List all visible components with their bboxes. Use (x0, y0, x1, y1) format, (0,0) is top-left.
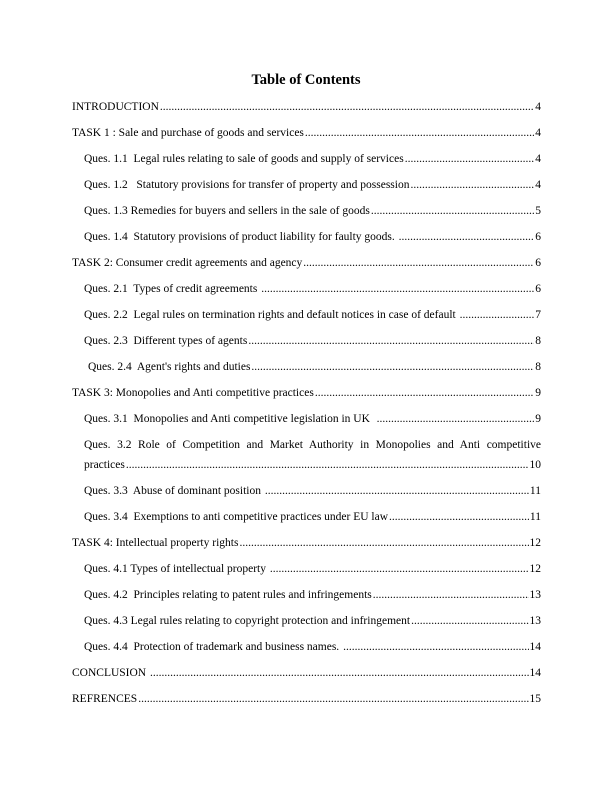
toc-dot-leader (460, 308, 535, 322)
toc-entry-introduction[interactable] (72, 100, 541, 126)
toc-dot-leader (261, 282, 534, 296)
toc-entry-page: 11 (529, 511, 541, 523)
toc-entry-task-2[interactable] (72, 256, 541, 282)
toc-dot-leader (303, 256, 534, 270)
toc-entry-ques-3-1[interactable] (72, 412, 541, 438)
toc-entry-page: 11 (529, 485, 541, 497)
toc-entry-ques-1-3[interactable] (72, 204, 541, 230)
toc-entry-page: 6 (535, 283, 541, 295)
toc-entry-page: 10 (529, 459, 541, 471)
toc-entry-task-4[interactable] (72, 536, 541, 562)
toc-entry-ques-1-1[interactable] (72, 152, 541, 178)
toc-entry-page: 8 (535, 361, 541, 373)
toc-entry-page: 4 (535, 179, 541, 191)
toc-entry-label: TASK 2: Consumer credit agreements and agency (72, 257, 303, 269)
toc-entry-page: 12 (529, 563, 541, 575)
toc-entry-ques-4-1[interactable] (72, 562, 541, 588)
toc-entry-ques-2-1[interactable] (72, 282, 541, 308)
toc-dot-leader (399, 230, 535, 244)
toc-entry-label: INTRODUCTION (72, 101, 159, 113)
toc-dot-leader (160, 100, 534, 114)
toc-entry-page: 4 (535, 153, 541, 165)
toc-dot-leader (248, 334, 534, 348)
toc-dot-leader (405, 152, 535, 166)
toc-entry-page: 15 (529, 693, 541, 705)
toc-entry-label: Ques. 3.4 Exemptions to anti competitive practices under EU law (84, 511, 389, 523)
toc-entry-label: Ques. 3.2 Role of Competition and Market Authority in Monopolies and Anti competitive (84, 439, 541, 451)
toc-entry-label: Ques. 4.3 Legal rules relating to copyright protection and infringement (84, 615, 411, 627)
toc-entry-ques-2-3[interactable] (72, 334, 541, 360)
toc-entry-label: TASK 3: Monopolies and Anti competitive practices (72, 387, 314, 399)
toc-list (72, 100, 541, 718)
toc-entry-references[interactable] (72, 692, 541, 718)
toc-dot-leader (270, 562, 529, 576)
toc-dot-leader (265, 484, 529, 498)
toc-entry-page: 4 (535, 101, 541, 113)
toc-dot-leader (373, 588, 529, 602)
toc-entry-label: Ques. 2.4 Agent's rights and duties (88, 361, 251, 373)
toc-entry-label: Ques. 4.4 Protection of trademark and business names. (84, 641, 343, 653)
toc-entry-label: Ques. 2.3 Different types of agents (84, 335, 248, 347)
toc-entry-ques-1-4[interactable] (72, 230, 541, 256)
toc-dot-leader (251, 360, 534, 374)
toc-entry-page: 6 (535, 231, 541, 243)
toc-dot-leader (411, 614, 528, 628)
toc-entry-page: 4 (535, 127, 541, 139)
toc-entry-ques-4-4[interactable] (72, 640, 541, 666)
toc-entry-task-3[interactable] (72, 386, 541, 412)
toc-entry-label: Ques. 1.4 Statutory provisions of product liability for faulty goods. (84, 231, 398, 243)
toc-entry-label: REFRENCES (72, 693, 138, 705)
toc-entry-page: 8 (535, 335, 541, 347)
toc-dot-leader (126, 458, 529, 472)
toc-entry-conclusion[interactable] (72, 666, 541, 692)
toc-entry-ques-2-2[interactable] (72, 308, 541, 334)
toc-dot-leader (150, 666, 529, 680)
toc-entry-label: TASK 1 : Sale and purchase of goods and services (72, 127, 304, 139)
toc-dot-leader (377, 412, 535, 426)
toc-entry-label: Ques. 4.2 Principles relating to patent rules and infringements (84, 589, 372, 601)
toc-entry-label: CONCLUSION (72, 667, 149, 679)
toc-entry-page: 14 (529, 641, 541, 653)
toc-entry-ques-4-2[interactable] (72, 588, 541, 614)
toc-entry-page: 7 (535, 309, 541, 321)
toc-title: Table of Contents (251, 72, 361, 88)
toc-entry-label: Ques. 2.1 Types of credit agreements (84, 283, 261, 295)
toc-entry-page: 5 (535, 205, 541, 217)
toc-dot-leader (371, 204, 534, 218)
toc-entry-continuation (84, 458, 541, 484)
toc-entry-label: Ques. 1.1 Legal rules relating to sale of goods and supply of services (84, 153, 404, 165)
toc-dot-leader (343, 640, 528, 654)
toc-entry-ques-3-2[interactable] (72, 438, 541, 484)
toc-entry-ques-2-4[interactable] (72, 360, 541, 386)
toc-entry-ques-4-3[interactable] (72, 614, 541, 640)
toc-dot-leader (305, 126, 534, 140)
toc-entry-page: 9 (535, 413, 541, 425)
toc-dot-leader (315, 386, 534, 400)
toc-entry-label: Ques. 1.3 Remedies for buyers and sellers in the sale of goods (84, 205, 370, 217)
toc-entry-page: 14 (529, 667, 541, 679)
toc-entry-page: 6 (535, 257, 541, 269)
toc-entry-label: Ques. 4.1 Types of intellectual property (84, 563, 269, 575)
toc-entry-label: Ques. 3.1 Monopolies and Anti competitive legislation in UK (84, 413, 376, 425)
toc-entry-ques-3-4[interactable] (72, 510, 541, 536)
toc-dot-leader (389, 510, 529, 524)
toc-entry-task-1[interactable] (72, 126, 541, 152)
toc-entry-page: 13 (529, 615, 541, 627)
toc-entry-page: 9 (535, 387, 541, 399)
toc-entry-page: 12 (529, 537, 541, 549)
toc-dot-leader (410, 178, 534, 192)
toc-entry-ques-3-3[interactable] (72, 484, 541, 510)
toc-entry-label: Ques. 3.3 Abuse of dominant position (84, 485, 264, 497)
toc-entry-label: Ques. 1.2 Statutory provisions for transfer of property and possession (84, 179, 410, 191)
toc-entry-label: Ques. 2.2 Legal rules on termination rights and default notices in case of default (84, 309, 459, 321)
toc-entry-page: 13 (529, 589, 541, 601)
toc-entry-ques-1-2[interactable] (72, 178, 541, 204)
toc-dot-leader (239, 536, 528, 550)
toc-entry-label-cont: practices (84, 459, 125, 471)
toc-entry-label: TASK 4: Intellectual property rights (72, 537, 239, 549)
toc-dot-leader (138, 692, 528, 706)
